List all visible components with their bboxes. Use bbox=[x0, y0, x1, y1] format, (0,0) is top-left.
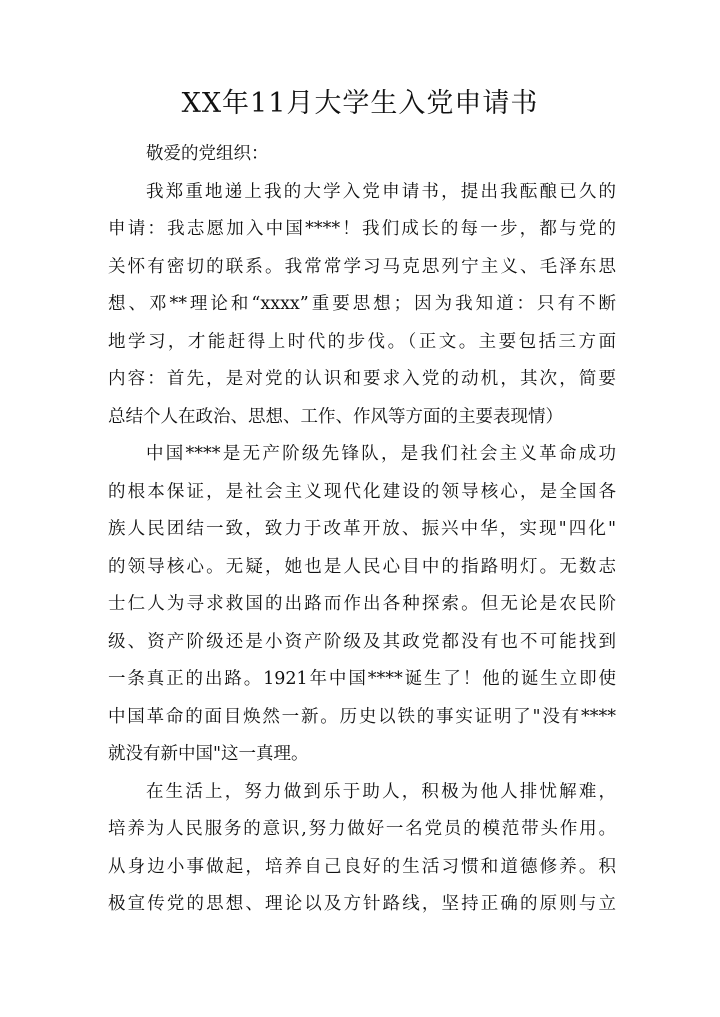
text-line: 族人民团结一致，致力于改革开放、振兴中华，实现"四化" bbox=[108, 519, 616, 539]
text-line: 我郑重地递上我的大学入党申请书，提出我酝酿已久的 bbox=[146, 181, 616, 202]
text-line: 一条真正的出路。1921年中国****诞生了！他的诞生立即使 bbox=[108, 669, 616, 689]
text-line: 总结个人在政治、思想、工作、作风等方面的主要表现情） bbox=[108, 406, 563, 427]
text-line: 就没有新中国"这一真理。 bbox=[108, 744, 309, 764]
text-line: 中国革命的面目焕然一新。历史以铁的事实证明了"没有**** bbox=[108, 706, 616, 727]
paragraph-3 bbox=[108, 774, 616, 924]
text-line: 的根本保证，是社会主义现代化建设的领导核心，是全国各 bbox=[108, 481, 616, 502]
text-line: 关怀有密切的联系。我常常学习马克思列宁主义、毛泽东思 bbox=[108, 256, 616, 277]
text-line: 士仁人为寻求救国的出路而作出各种探索。但无论是农民阶 bbox=[108, 594, 616, 614]
text-line: 中国****是无产阶级先锋队，是我们社会主义革命成功 bbox=[146, 444, 616, 464]
document-body bbox=[108, 136, 616, 924]
text-line: 从身边小事做起，培养自己良好的生活习惯和道德修养。积 bbox=[108, 856, 616, 877]
text-line: 在生活上，努力做到乐于助人，积极为他人排忧解难， bbox=[146, 781, 616, 802]
text-line: 级、资产阶级还是小资产阶级及其政党都没有也不可能找到 bbox=[108, 631, 616, 652]
text-line: 内容：首先，是对党的认识和要求入党的动机，其次，简要 bbox=[108, 369, 616, 389]
text-line: 地学习，才能赶得上时代的步伐。（正文。主要包括三方面 bbox=[108, 331, 616, 352]
text-line: 申请：我志愿加入中国****！我们成长的每一步，都与党的 bbox=[108, 219, 616, 239]
paragraph-1 bbox=[108, 174, 616, 437]
text-line: 的领导核心。无疑，她也是人民心目中的指路明灯。无数志 bbox=[108, 556, 616, 577]
document-title: XX年11月大学生入党申请书 bbox=[181, 88, 539, 119]
text-line: 想、邓**理论和“xxxx”重要思想；因为我知道：只有不断 bbox=[108, 294, 616, 314]
paragraph-2 bbox=[108, 436, 616, 774]
salutation: 敬爱的党组织： bbox=[146, 144, 269, 164]
text-line: 培养为人民服务的意识,努力做好一名党员的模范带头作用。 bbox=[108, 819, 616, 839]
text-line: 极宣传党的思想、理论以及方针路线，坚持正确的原则与立 bbox=[108, 894, 616, 914]
